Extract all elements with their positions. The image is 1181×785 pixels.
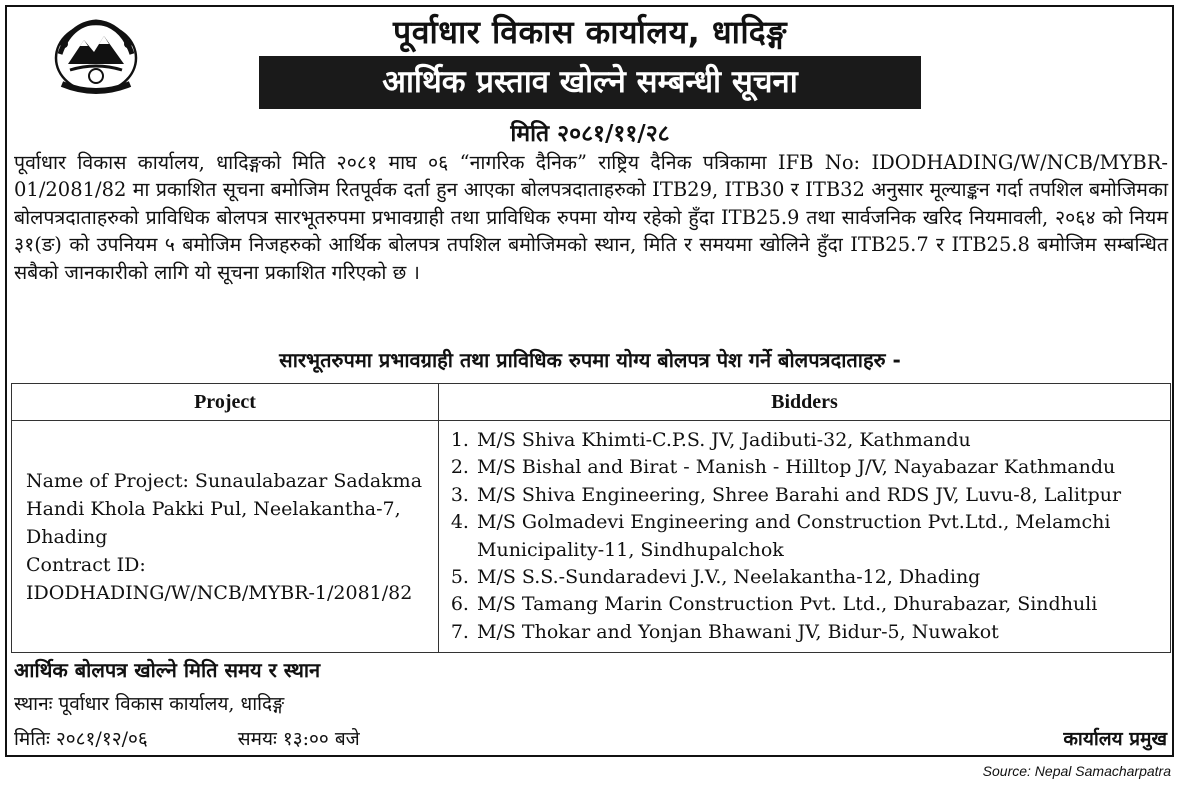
opening-time: समयः १३:०० बजे	[237, 728, 360, 750]
signatory: कार्यालय प्रमुख	[1063, 728, 1167, 750]
bidder-item: 4. M/S Golmadevi Engineering and Construction Pvt.Ltd., Melamchi Municipality-11, Sindhupalchok	[475, 509, 1160, 564]
project-line: Contract ID:	[26, 553, 146, 576]
project-line: IDODHADING/W/NCB/MYBR-1/2081/82	[26, 581, 413, 604]
bidders-table	[11, 383, 1171, 653]
notice-title-banner: आर्थिक प्रस्ताव खोल्ने सम्बन्धी सूचना	[259, 56, 921, 109]
qualified-bidders-heading: सारभूतरुपमा प्रभावग्राही तथा प्राविधिक रुपमा योग्य बोलपत्र पेश गर्ने बोलपत्रदाताहरु -	[279, 348, 901, 372]
opening-venue: स्थानः पूर्वाधार विकास कार्यालय, धादिङ्ग	[14, 693, 285, 715]
bidder-list	[451, 427, 1160, 646]
project-line: Dhading	[26, 525, 108, 548]
bidder-item: 5. M/S S.S.-Sundaradevi J.V., Neelakantha-12, Dhading	[475, 564, 1160, 591]
bidder-item: 3. M/S Shiva Engineering, Shree Barahi and RDS JV, Luvu-8, Lalitpur	[475, 482, 1160, 509]
opening-details-heading: आर्थिक बोलपत्र खोल्ने मिति समय र स्थान	[14, 658, 321, 682]
notice-date: मिति २०८१/११/२८	[510, 121, 670, 147]
opening-date: मितिः २०८१/१२/०६	[14, 728, 148, 750]
opening-datetime	[14, 725, 360, 751]
office-title: पूर्वाधार विकास कार्यालय, धादिङ्ग	[393, 13, 787, 51]
bidders-column-header: Bidders	[439, 384, 1171, 421]
bidder-item: 2. M/S Bishal and Birat - Manish - Hilltop J/V, Nayabazar Kathmandu	[475, 454, 1160, 481]
bidders-cell	[439, 421, 1171, 653]
project-line: Name of Project: Sunaulabazar Sadakma	[26, 469, 423, 492]
source-caption: Source: Nepal Samacharpatra	[982, 763, 1171, 779]
government-emblem-icon	[50, 14, 142, 98]
notice-body-paragraph: पूर्वाधार विकास कार्यालय, धादिङ्गको मिति २०८१ माघ ०६ “नागरिक दैनिक” राष्ट्रिय दैनिक पत्रिकामा IFB No: IDODHADING/W/NCB/MYBR-01/2081/82 मा प्रकाशित सूचना बमोजिम रितपूर्वक दर्ता हुन आएका बोलपत्रदाताहरुको ITB29, ITB30 र ITB32 अनुसार मूल्याङ्कन गर्दा तपशिल बमोजिमका बोलपत्रदाताहरुको प्राविधिक बोलपत्र सारभूतरुपमा प्रभावग्राही तथा प्राविधिक रुपमा योग्य रहेको हुँदा ITB25.9 तथा सार्वजनिक खरिद नियमावली, २०६४ को नियम ३१(ङ) को उपनियम ५ बमोजिम निजहरुको आर्थिक बोलपत्र तपशिल बमोजिमको स्थान, मिति र समयमा खोलिने हुँदा ITB25.7 र ITB25.8 बमोजिम सम्बन्धित सबैको जानकारीको लागि यो सूचना प्रकाशित गरिएको छ ।	[14, 151, 1168, 284]
project-column-header: Project	[12, 384, 439, 421]
bidder-item: 7. M/S Thokar and Yonjan Bhawani JV, Bidur-5, Nuwakot	[475, 619, 1160, 646]
project-cell	[12, 421, 439, 653]
project-line: Handi Khola Pakki Pul, Neelakantha-7,	[26, 497, 401, 520]
table-row	[12, 421, 1171, 653]
table-header-row	[12, 384, 1171, 421]
bidder-item: 1. M/S Shiva Khimti-C.P.S. JV, Jadibuti-32, Kathmandu	[475, 427, 1160, 454]
bidder-item: 6. M/S Tamang Marin Construction Pvt. Ltd., Dhurabazar, Sindhuli	[475, 591, 1160, 618]
